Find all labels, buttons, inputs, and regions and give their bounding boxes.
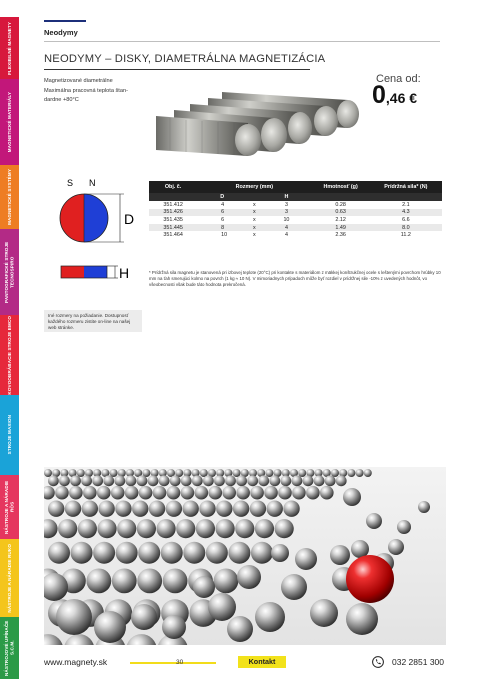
ball <box>116 542 138 564</box>
ball <box>97 519 116 538</box>
footer-accent-line <box>130 662 216 664</box>
ball <box>131 604 157 630</box>
cell-obj: 351.464 <box>149 231 197 239</box>
ball <box>292 475 303 486</box>
cell-g: 0.63 <box>312 209 370 217</box>
ball <box>103 475 114 486</box>
ball <box>167 486 181 500</box>
side-tabs <box>0 0 19 679</box>
website-link[interactable]: www.magnety.sk <box>44 657 108 667</box>
magnetization-diagram <box>54 177 144 292</box>
ball <box>182 500 198 516</box>
description-line: dardne +80°C <box>44 97 79 103</box>
header-obj: Obj. č. <box>149 181 197 193</box>
ball <box>418 501 430 513</box>
ball <box>258 475 269 486</box>
ball <box>176 519 195 538</box>
price-label: Cena od: <box>376 73 421 85</box>
ball <box>264 486 278 500</box>
spec-table <box>149 181 442 239</box>
ball <box>269 475 280 486</box>
table-row <box>149 209 442 217</box>
ball <box>356 469 364 477</box>
ball <box>70 475 81 486</box>
ball <box>156 519 175 538</box>
ball <box>137 519 156 538</box>
ball <box>292 486 306 500</box>
cell-n: 4.3 <box>370 209 442 217</box>
ball <box>94 611 126 643</box>
ball <box>181 486 195 500</box>
ball <box>117 519 136 538</box>
ball <box>295 548 317 570</box>
side-tab-emco[interactable]: KOVOOBRÁBACIE STROJE EMCO <box>0 315 19 395</box>
south-label: S <box>67 178 74 188</box>
ball <box>208 593 236 621</box>
ball <box>56 599 92 635</box>
availability-note: Iné rozmery na požiadanie. Dostupnosť každého rozmeru zistite on-line na našej web stránke. <box>44 310 142 332</box>
ball <box>366 513 382 529</box>
ball <box>235 519 254 538</box>
ball <box>346 603 378 635</box>
table-row <box>149 231 442 239</box>
cell-x: x <box>247 231 261 239</box>
ball <box>97 486 111 500</box>
ball <box>111 486 125 500</box>
ball <box>82 500 98 516</box>
ball <box>255 519 274 538</box>
page-footer <box>44 656 444 670</box>
ball <box>331 469 339 477</box>
ball <box>325 475 336 486</box>
table-row <box>149 201 442 209</box>
phone-number[interactable]: 032 2851 300 <box>392 657 444 667</box>
ball <box>203 475 214 486</box>
side-tab-scm[interactable]: NÁSTROJOVÉ UPÍNAČE S.C.M. <box>0 617 19 679</box>
cell-d: 6 <box>197 209 247 217</box>
ball <box>48 475 59 486</box>
cell-x: x <box>247 209 261 217</box>
ball <box>149 500 165 516</box>
ball <box>280 475 291 486</box>
ball <box>195 486 209 500</box>
ball <box>236 475 247 486</box>
ball <box>275 519 294 538</box>
cell-x: x <box>247 201 261 209</box>
ball <box>125 486 139 500</box>
ball <box>320 486 334 500</box>
table-row <box>149 224 442 232</box>
ball <box>55 486 69 500</box>
ball <box>237 565 261 589</box>
ball <box>214 568 239 593</box>
ball <box>112 568 137 593</box>
ball <box>255 602 285 632</box>
ball <box>193 576 215 598</box>
description-line: Magnetizované diametrálne <box>44 78 113 84</box>
ball <box>65 500 81 516</box>
header-divider <box>44 41 440 42</box>
ball <box>69 486 83 500</box>
description-line: Maximálna pracovná teplota štan- <box>44 87 128 94</box>
cell-d: 6 <box>197 216 247 224</box>
ball <box>83 486 97 500</box>
ball <box>314 475 325 486</box>
cell-d: 4 <box>197 201 247 209</box>
side-tab-maxion[interactable]: STROJE MAXION <box>0 395 19 475</box>
ball <box>161 542 183 564</box>
disc-front-view <box>60 194 108 242</box>
disc-side-view <box>61 266 107 278</box>
ball <box>153 486 167 500</box>
contact-button[interactable]: Kontakt <box>238 656 286 668</box>
ball <box>183 542 205 564</box>
ball <box>163 568 188 593</box>
cell-obj: 351.412 <box>149 201 197 209</box>
side-tab-tecnospiro[interactable]: PANTOGRAFICKÉ STROJE TECNOSPIRO <box>0 229 19 315</box>
ball <box>192 475 203 486</box>
cell-g: 2.36 <box>312 231 370 239</box>
ball <box>114 475 125 486</box>
ball <box>265 469 273 477</box>
cell-obj: 351.435 <box>149 216 197 224</box>
ball <box>77 469 85 477</box>
header-accent-line <box>44 20 86 22</box>
ball <box>233 500 249 516</box>
ball <box>306 486 320 500</box>
cell-h: 3 <box>261 201 311 209</box>
ball <box>48 542 70 564</box>
ball <box>281 574 307 600</box>
ball <box>196 519 215 538</box>
price-value <box>372 81 417 112</box>
ball <box>92 475 103 486</box>
ball <box>181 475 192 486</box>
cell-n: 6.6 <box>370 216 442 224</box>
steel-balls-photo <box>44 467 446 645</box>
ball <box>233 469 241 477</box>
table-header-row <box>149 181 442 193</box>
ball <box>397 520 411 534</box>
ball <box>137 475 148 486</box>
ball <box>298 469 306 477</box>
ball <box>86 568 111 593</box>
side-tab-flexibilne[interactable]: FLEXIBILNÉ MAGNETY <box>0 17 19 79</box>
ball <box>206 542 228 564</box>
cell-n: 2.1 <box>370 201 442 209</box>
ball <box>336 475 347 486</box>
ball <box>58 519 77 538</box>
cell-g: 0.28 <box>312 201 370 209</box>
height-label: H <box>119 265 130 281</box>
ball <box>78 519 97 538</box>
ball <box>125 475 136 486</box>
ball <box>115 500 131 516</box>
phone-icon <box>372 656 384 668</box>
ball <box>44 469 52 477</box>
ball <box>251 542 273 564</box>
ball <box>330 545 350 565</box>
ball <box>48 500 64 516</box>
cell-g: 2.12 <box>312 216 370 224</box>
ball <box>228 542 250 564</box>
ball <box>250 500 266 516</box>
ball <box>208 486 222 500</box>
title-underline <box>44 69 310 70</box>
side-tab-materialy[interactable]: MAGNETICKÉ MATERIÁLY <box>0 79 19 165</box>
cell-obj: 351.426 <box>149 209 197 217</box>
table-row <box>149 216 442 224</box>
ball <box>250 486 264 500</box>
side-tab-ruko[interactable]: NÁSTROJE A NÁRADIE RUKO <box>0 539 19 617</box>
ball <box>388 539 404 555</box>
holding-force-footnote: * Prídržná sila magnetu je stanovená pri izbovej teplote (20°C) pri kontakte s materiálom z mäkkej konštrukčnej ocele s leštenými povrchom hrúbky 10 mm na ťah smerujúci kolmo na povrch (1 kg ≈ 10 N). V mimoriadnych prípadoch môže byť rozdiel v prídržnej sile -10% z uvedených hodnôt, vo všeobecnosti však bude táto hodnota prekročená. <box>149 270 441 287</box>
ball <box>214 475 225 486</box>
ball <box>170 475 181 486</box>
ball <box>162 615 186 639</box>
ball <box>132 500 148 516</box>
price-decimal: ,46 € <box>385 90 418 106</box>
cell-h: 10 <box>261 216 311 224</box>
page-number: 30 <box>176 659 184 666</box>
section-label: Neodymy <box>44 28 78 37</box>
ball <box>347 469 355 477</box>
ball <box>159 475 170 486</box>
ball <box>71 542 93 564</box>
cell-n: 11.2 <box>370 231 442 239</box>
ball <box>137 568 162 593</box>
table-subheader-row <box>149 193 442 201</box>
cell-h: 4 <box>261 224 311 232</box>
header-h: H <box>261 193 311 201</box>
cell-h: 4 <box>261 231 311 239</box>
ball <box>346 555 394 603</box>
ball <box>110 469 118 477</box>
ball <box>310 599 338 627</box>
ball <box>225 475 236 486</box>
ball <box>247 475 258 486</box>
magnet-discs-photo <box>150 86 365 158</box>
ball <box>59 475 70 486</box>
header-sila: Prídržná sila* (N) <box>370 181 442 193</box>
height-dimension <box>107 266 118 278</box>
cell-x: x <box>247 224 261 232</box>
north-label: N <box>89 178 96 188</box>
cell-d: 8 <box>197 224 247 232</box>
product-description <box>44 77 146 106</box>
price-whole: 0 <box>372 81 386 109</box>
ball <box>216 519 235 538</box>
header-hmotnost: Hmotnosť (g) <box>312 181 370 193</box>
cell-h: 3 <box>261 209 311 217</box>
diameter-label: D <box>124 211 135 227</box>
cell-obj: 351.445 <box>149 224 197 232</box>
ball <box>166 500 182 516</box>
ball <box>267 500 283 516</box>
ball <box>93 542 115 564</box>
ball <box>81 475 92 486</box>
side-tab-ros[interactable]: NÁSTROJE A NÁRADIE RÖS <box>0 475 19 539</box>
cell-n: 8.0 <box>370 224 442 232</box>
ball <box>271 544 289 562</box>
ball <box>303 475 314 486</box>
side-tab-systemy[interactable]: MAGNETICKÉ SYSTÉMY <box>0 165 19 229</box>
cell-x: x <box>247 216 261 224</box>
cell-d: 10 <box>197 231 247 239</box>
ball <box>139 486 153 500</box>
ball <box>222 486 236 500</box>
page-title: NEODYMY – DISKY, DIAMETRÁLNA MAGNETIZÁCIA <box>44 53 326 65</box>
ball <box>364 469 372 477</box>
ball <box>199 500 215 516</box>
ball <box>98 500 114 516</box>
ball <box>343 488 361 506</box>
ball <box>138 542 160 564</box>
ball <box>283 500 299 516</box>
ball <box>148 475 159 486</box>
header-rozmery: Rozmery (mm) <box>197 181 311 193</box>
ball <box>216 500 232 516</box>
ball <box>227 616 253 642</box>
ball <box>236 486 250 500</box>
header-d: D <box>197 193 247 201</box>
ball <box>278 486 292 500</box>
cell-g: 1.49 <box>312 224 370 232</box>
